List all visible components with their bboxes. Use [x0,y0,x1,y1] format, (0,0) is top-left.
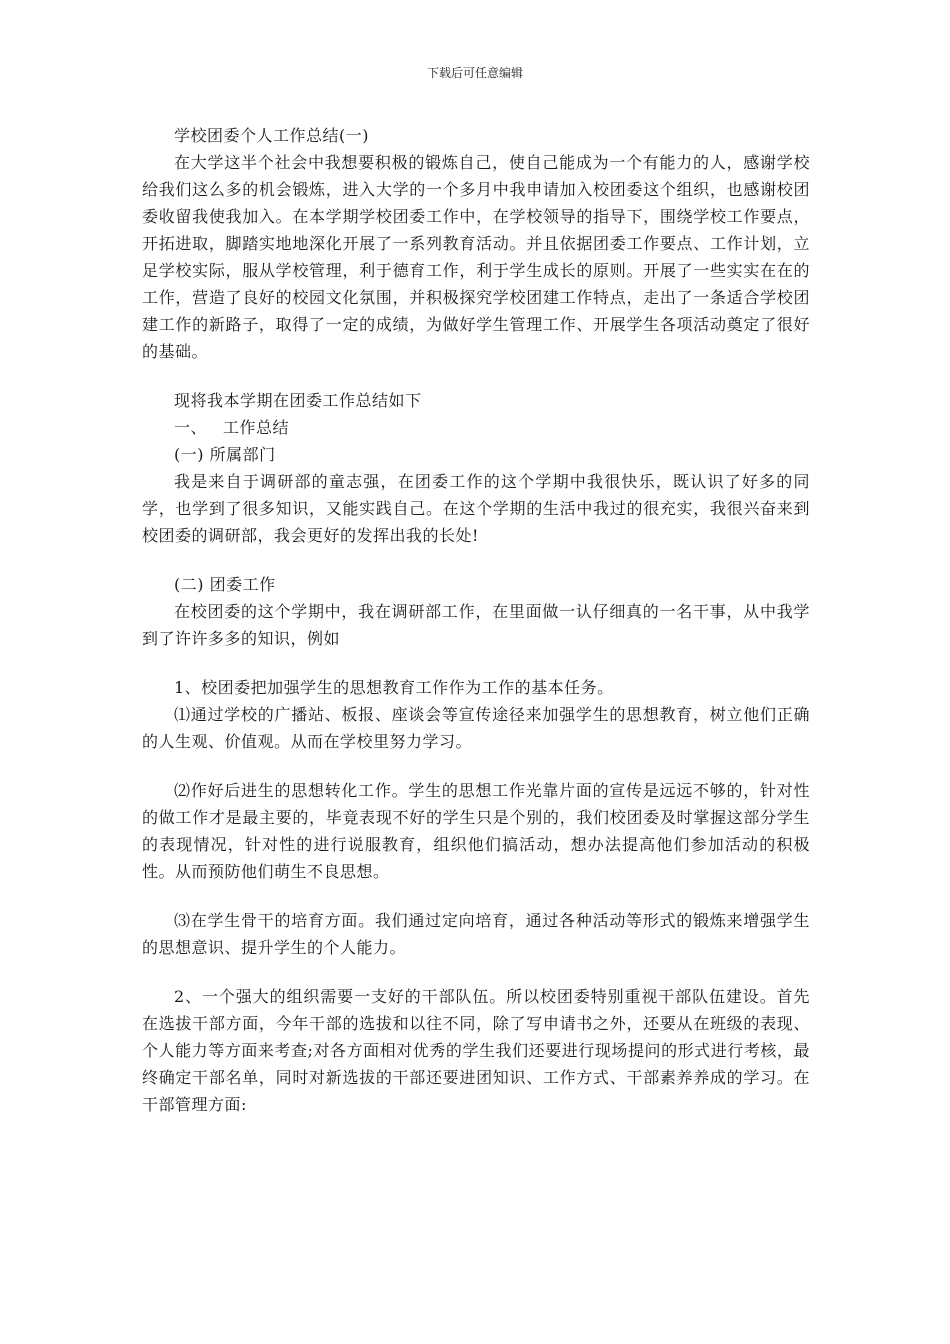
item-1-3: ⑶在学生骨干的培育方面。我们通过定向培育，通过各种活动等形式的锻炼来增强学生的思想意识、提升学生的个人能力。 [142,911,810,957]
section-heading-1 [142,414,810,441]
item-1-2: ⑵作好后进生的思想转化工作。学生的思想工作光靠片面的宣传是远远不够的，针对性的做工作才是最主要的，毕竟表现不好的学生只是个别的，我们校团委及时掌握这部分学生的表现情况，针对性的进行说服教育，组织他们搞活动，想办法提高他们参加活动的积极性。从而预防他们萌生不良思想。 [142,781,810,881]
page-header-watermark: 下载后可任意编辑 [426,66,523,80]
work-intro-paragraph: 在校团委的这个学期中，我在调研部工作，在里面做一认仔细真的一名干事，从中我学到了许许多多的知识，例如 [142,602,810,648]
item-1-1: ⑴通过学校的广播站、板报、座谈会等宣传途径来加强学生的思想教育，树立他们正确的人生观、价值观。从而在学校里努力学习。 [142,705,810,751]
department-paragraph: 我是来自于调研部的童志强，在团委工作的这个学期中我很快乐，既认识了好多的同学，也学到了很多知识，又能实践自己。在这个学期的生活中我过的很充实，我很兴奋来到校团委的调研部，我会更好的发挥出我的长处! [142,472,810,545]
subsection-heading-department: (一) 所属部门 [174,445,276,464]
item-2: 2、一个强大的组织需要一支好的干部队伍。所以校团委特别重视干部队伍建设。首先在选拔干部方面，今年干部的选拔和以往不同，除了写申请书之外，还要从在班级的表现、个人能力等方面来考查;对各方面相对优秀的学生我们还要进行现场提问的形式进行考核，最终确定干部名单，同时对新选拔的干部还要进团知识、工作方式、干部素养养成的学习。在干部管理方面: [142,987,810,1114]
document-title: 学校团委个人工作总结(一) [174,126,369,145]
section-title: 工作总结 [223,418,290,437]
summary-lead: 现将我本学期在团委工作总结如下 [174,391,422,410]
document-body [142,122,810,1118]
subsection-heading-work: (二) 团委工作 [174,575,276,594]
section-number: 一、 [174,418,208,437]
item-1: 1、校团委把加强学生的思想教育工作作为工作的基本任务。 [174,678,614,697]
intro-paragraph: 在大学这半个社会中我想要积极的锻炼自己，使自己能成为一个有能力的人，感谢学校给我们这么多的机会锻炼，进入大学的一个多月中我申请加入校团委这个组织，也感谢校团委收留我使我加入。在本学期学校团委工作中，在学校领导的指导下，围绕学校工作要点，开拓进取，脚踏实地地深化开展了一系列教育活动。并且依据团委工作要点、工作计划，立足学校实际，服从学校管理，利于德育工作，利于学生成长的原则。开展了一些实实在在的工作，营造了良好的校园文化氛围，并积极探究学校团建工作特点，走出了一条适合学校团建工作的新路子，取得了一定的成绩，为做好学生管理工作、开展学生各项活动奠定了很好的基础。 [142,153,810,361]
